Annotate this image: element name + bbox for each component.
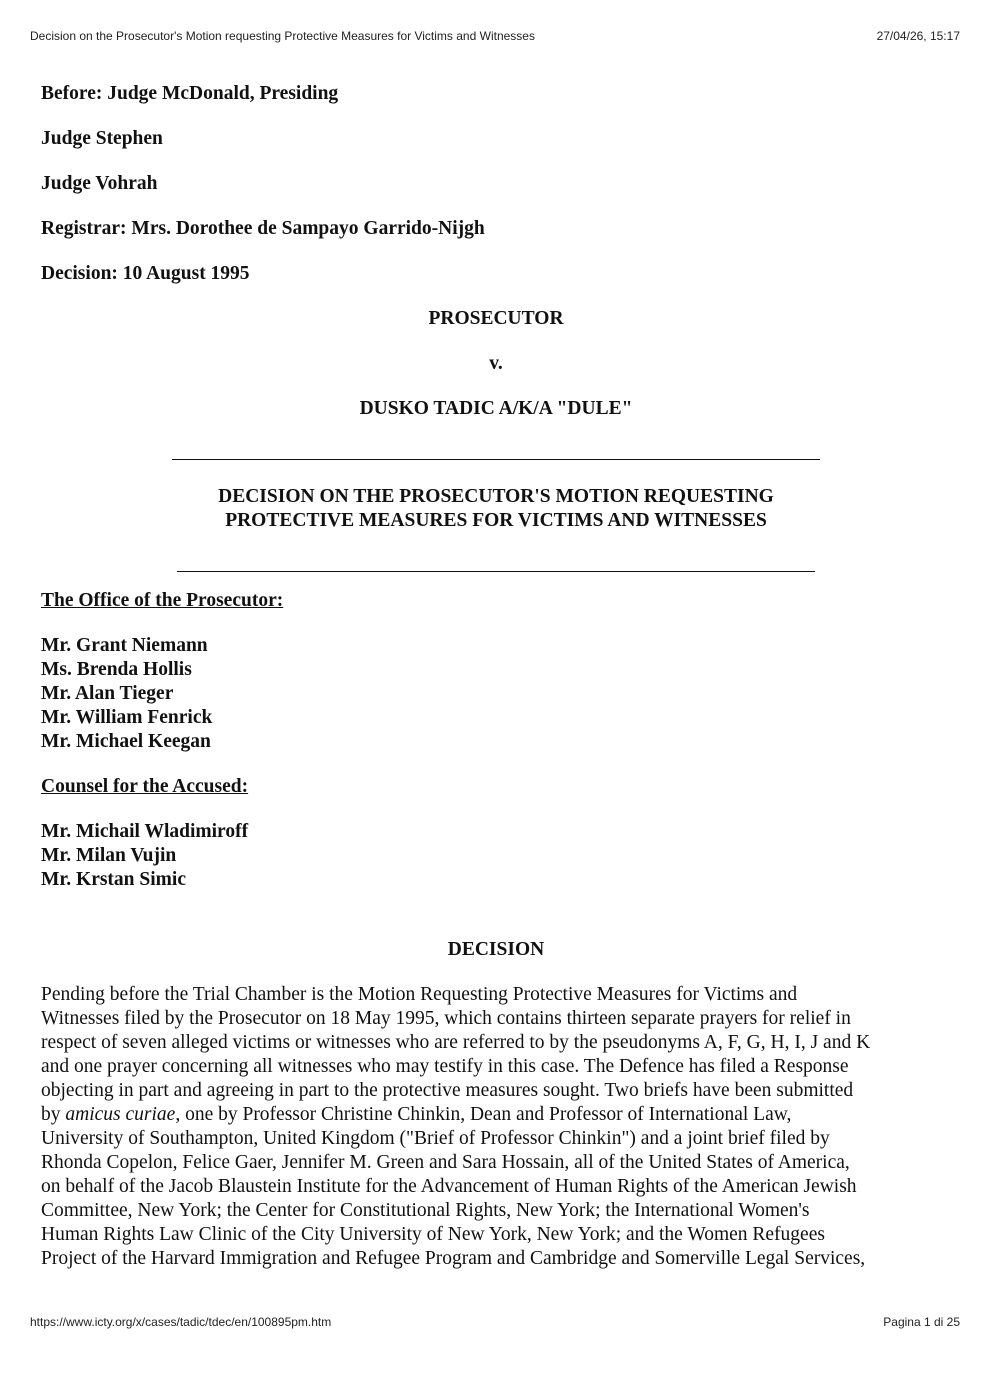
- versus: v.: [489, 353, 503, 374]
- decision-paragraph: [41, 983, 951, 1271]
- party-accused: DUSKO TADIC A/K/A "DULE": [359, 398, 633, 419]
- prosecution-member: Mr. Grant Niemann: [41, 635, 208, 656]
- prosecution-heading: The Office of the Prosecutor:: [41, 590, 284, 611]
- paragraph-line: and one prayer concerning all witnesses who may testify in this case. The Defence has filed a Response: [41, 1056, 849, 1077]
- judge-stephen: Judge Stephen: [41, 128, 163, 149]
- paragraph-line: University of Southampton, United Kingdom ("Brief of Professor Chinkin") and a joint brief filed by: [41, 1128, 830, 1149]
- defence-member: Mr. Michail Wladimiroff: [41, 821, 249, 842]
- print-footer-page: Pagina 1 di 25: [883, 1315, 960, 1329]
- amicus-curiae-term: amicus curiae: [65, 1104, 176, 1125]
- prosecution-list: [41, 634, 951, 754]
- decision-title-line1: DECISION ON THE PROSECUTOR'S MOTION REQUESTING: [218, 486, 774, 507]
- print-header-title: Decision on the Prosecutor's Motion requesting Protective Measures for Victims and Witnesses: [30, 29, 535, 43]
- case-meta: [41, 82, 951, 286]
- paragraph-line: Human Rights Law Clinic of the City University of New York, New York; and the Women Refugees: [41, 1224, 825, 1245]
- divider-bottom: [41, 533, 951, 577]
- party-prosecutor: PROSECUTOR: [428, 308, 564, 329]
- paragraph-line: Committee, New York; the Center for Constitutional Rights, New York; the International Women's: [41, 1200, 810, 1221]
- defence-list: [41, 820, 951, 892]
- paragraph-line: Witnesses filed by the Prosecutor on 18 May 1995, which contains thirteen separate prayers for relief in: [41, 1008, 851, 1029]
- print-header: [30, 29, 960, 43]
- paragraph-line: objecting in part and agreeing in part to the protective measures sought. Two briefs have been submitted: [41, 1080, 854, 1101]
- registrar: Registrar: Mrs. Dorothee de Sampayo Garrido-Nijgh: [41, 218, 485, 239]
- decision-title-line2: PROTECTIVE MEASURES FOR VICTIMS AND WITNESSES: [225, 510, 767, 531]
- paragraph-line: [41, 1103, 951, 1127]
- paragraph-line: Project of the Harvard Immigration and Refugee Program and Cambridge and Somerville Legal Services,: [41, 1248, 866, 1269]
- defence-member: Mr. Milan Vujin: [41, 845, 177, 866]
- prosecution-member: Mr. William Fenrick: [41, 707, 213, 728]
- defence-member: Mr. Krstan Simic: [41, 869, 186, 890]
- print-footer-url[interactable]: https://www.icty.org/x/cases/tadic/tdec/en/100895pm.htm: [30, 1315, 332, 1329]
- prosecution-member: Mr. Alan Tieger: [41, 683, 174, 704]
- paragraph-line: respect of seven alleged victims or witnesses who are referred to by the pseudonyms A, F, G, H, I, J and K: [41, 1032, 871, 1053]
- paragraph-line: on behalf of the Jacob Blaustein Institute for the Advancement of Human Rights of the American Jewish: [41, 1176, 857, 1197]
- paragraph-text: by: [41, 1104, 66, 1125]
- presiding-judge: Before: Judge McDonald, Presiding: [41, 83, 339, 104]
- defence-heading: Counsel for the Accused:: [41, 776, 249, 797]
- judge-vohrah: Judge Vohrah: [41, 173, 158, 194]
- paragraph-line: Rhonda Copelon, Felice Gaer, Jennifer M. Green and Sara Hossain, all of the United States of America,: [41, 1152, 850, 1173]
- print-footer: [30, 1315, 960, 1329]
- paragraph-text: , one by Professor Christine Chinkin, Dean and Professor of International Law,: [175, 1104, 792, 1125]
- decision-heading: DECISION: [447, 939, 545, 960]
- decision-date: Decision: 10 August 1995: [41, 263, 250, 284]
- prosecution-member: Mr. Michael Keegan: [41, 731, 211, 752]
- prosecution-member: Ms. Brenda Hollis: [41, 659, 192, 680]
- document-body: [41, 82, 951, 1271]
- divider-top: [41, 443, 951, 469]
- print-header-datetime: 27/04/26, 15:17: [876, 29, 960, 43]
- paragraph-line: Pending before the Trial Chamber is the Motion Requesting Protective Measures for Victims and: [41, 984, 798, 1005]
